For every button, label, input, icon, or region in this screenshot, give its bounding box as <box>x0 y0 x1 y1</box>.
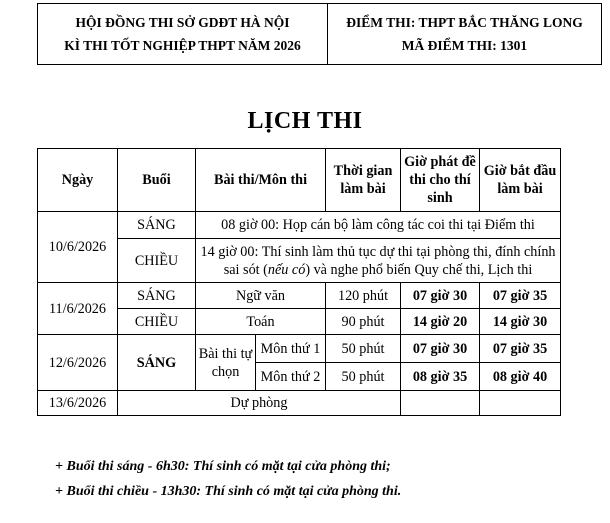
exam-name: KÌ THI TỐT NGHIỆP THPT NĂM 2026 <box>64 38 301 53</box>
subject-cell: Môn thứ 1 <box>256 335 326 363</box>
header-start: Giờ bắt đầu làm bài <box>480 149 561 212</box>
exam-site-code: MÃ ĐIỂM THI: 1301 <box>401 38 528 53</box>
session-cell: SÁNG <box>118 335 196 391</box>
subject-cell: Toán <box>196 309 326 335</box>
table-row <box>38 335 561 363</box>
header-distribute: Giờ phát đề thi cho thí sinh <box>401 149 480 212</box>
start-cell: 07 giờ 35 <box>480 283 561 309</box>
date-cell: 10/6/2026 <box>38 212 118 283</box>
duration-cell: 50 phút <box>326 335 401 363</box>
note-afternoon: + Buổi thi chiều - 13h30: Thí sinh có mặt tại cửa phòng thi. <box>55 484 402 499</box>
duration-cell: 120 phút <box>326 283 401 309</box>
activity-cell: 08 giờ 00: Họp cán bộ làm công tác coi thi tại Điểm thi <box>196 212 561 239</box>
session-cell: SÁNG <box>118 283 196 309</box>
header-subject: Bài thi/Môn thi <box>196 149 326 212</box>
subject-cell: Ngữ văn <box>196 283 326 309</box>
session-cell: CHIỀU <box>118 239 196 283</box>
start-cell: 07 giờ 35 <box>480 335 561 363</box>
activity-text-note: nếu có <box>267 261 306 278</box>
header-left-box <box>37 3 328 65</box>
page-title: LỊCH THI <box>247 108 363 134</box>
date-cell: 12/6/2026 <box>38 335 118 391</box>
session-cell: SÁNG <box>118 212 196 239</box>
activity-cell <box>196 239 561 283</box>
activity-text-a: 14 giờ 00: Thí sinh làm thủ tục dự thi tại phòng thi, đính chính sai sót ( <box>200 243 556 278</box>
exam-site: ĐIỂM THI: THPT BẮC THĂNG LONG <box>346 15 583 30</box>
empty-cell <box>480 391 561 416</box>
distribute-cell: 07 giờ 30 <box>401 335 480 363</box>
start-cell: 08 giờ 40 <box>480 363 561 391</box>
duration-cell: 90 phút <box>326 309 401 335</box>
group-cell: Bài thi tự chọn <box>196 335 256 391</box>
note-morning: + Buổi thi sáng - 6h30: Thí sinh có mặt tại cửa phòng thi; <box>55 459 391 474</box>
council-name: HỘI ĐỒNG THI SỞ GDĐT HÀ NỘI <box>75 15 290 30</box>
table-row <box>38 212 561 239</box>
distribute-cell: 08 giờ 35 <box>401 363 480 391</box>
duration-cell: 50 phút <box>326 363 401 391</box>
table-row <box>38 283 561 309</box>
table-header-row <box>38 149 561 212</box>
distribute-cell: 07 giờ 30 <box>401 283 480 309</box>
subject-cell: Môn thứ 2 <box>256 363 326 391</box>
session-cell: CHIỀU <box>118 309 196 335</box>
schedule-table <box>37 148 561 416</box>
header-right-box <box>327 3 602 65</box>
header-date: Ngày <box>38 149 118 212</box>
empty-cell <box>401 391 480 416</box>
reserve-cell: Dự phòng <box>118 391 401 416</box>
date-cell: 13/6/2026 <box>38 391 118 416</box>
start-cell: 14 giờ 30 <box>480 309 561 335</box>
header-duration: Thời gian làm bài <box>326 149 401 212</box>
distribute-cell: 14 giờ 20 <box>401 309 480 335</box>
header-session: Buổi <box>118 149 196 212</box>
activity-text-b: ) và nghe phổ biến Quy chế thi, Lịch thi <box>305 261 533 278</box>
date-cell: 11/6/2026 <box>38 283 118 335</box>
table-row <box>38 391 561 416</box>
